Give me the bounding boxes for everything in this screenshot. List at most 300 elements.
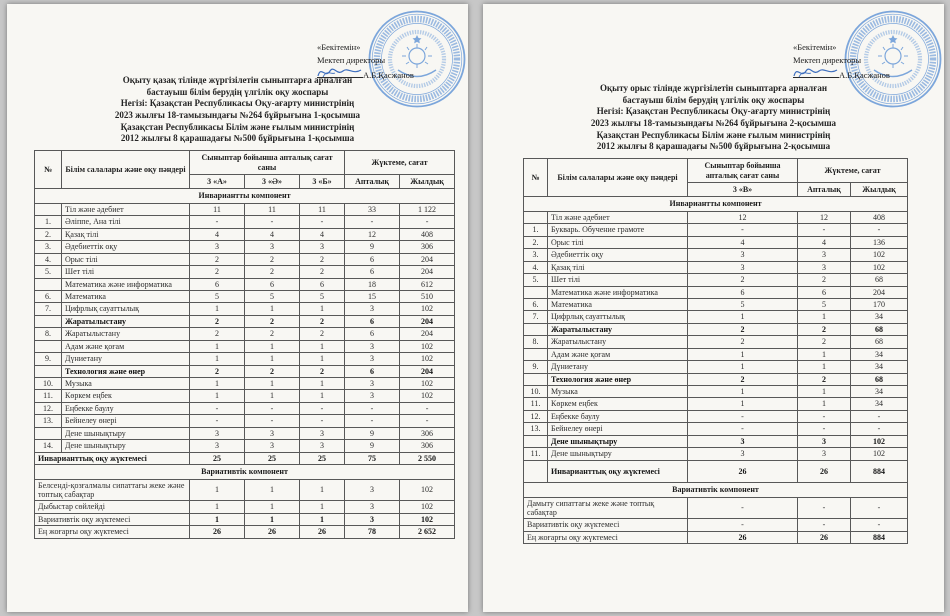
table-row [35,278,455,290]
hour-value: 2 [798,373,851,385]
col-subject-header: Білім салалары және оқу пәндері [62,151,190,189]
hour-value: 510 [400,290,455,302]
subject-name: Қазақ тілі [62,228,190,240]
subject-name: Орыс тілі [62,253,190,265]
row-number [524,435,548,447]
hour-value: 3 [688,261,798,273]
row-number: 12. [524,410,548,422]
hour-value: 12 [688,211,798,223]
hour-value: 3 [688,249,798,261]
table-row [524,460,908,482]
title-line: Негізі: Қазақстан Республикасы Оқу-ағарту министрінің [596,106,831,117]
row-number [35,365,62,377]
table-row [524,311,908,323]
row-label: Дамыту сипаттағы жеке және топтық сабақтар [524,497,688,519]
hour-value: 3 [345,479,400,501]
hour-value: 1 [798,361,851,373]
hour-value: - [798,224,851,236]
row-number: 6. [524,298,548,310]
table-body [35,189,455,538]
hour-value: 2 [798,323,851,335]
section-row [524,197,908,211]
hour-value: 3 [798,448,851,460]
signature-icon [315,61,373,83]
col-subject-header: Білім салалары және оқу пәндері [548,159,688,197]
hour-value: 26 [798,531,851,543]
hour-value: 3 [245,241,300,253]
hour-value: 408 [851,211,908,223]
hour-value: - [688,423,798,435]
hour-value: 1 [190,501,245,513]
hour-value: 4 [190,228,245,240]
signer-name: А.Б.Қасжанов [839,70,890,81]
table-row [35,427,455,439]
row-number: 4. [35,253,62,265]
hour-value: 1 [688,386,798,398]
hour-value: 306 [400,241,455,253]
hour-value: - [300,402,345,414]
hour-value: - [798,497,851,519]
subject-name: Дене шынықтыру [62,440,190,452]
table-body [524,197,908,544]
hour-value: 34 [851,398,908,410]
row-number: 7. [524,311,548,323]
hour-value: - [300,216,345,228]
hour-value: 1 [245,390,300,402]
hour-value: 4 [798,236,851,248]
hour-value: 9 [345,427,400,439]
hour-value: 12 [345,228,400,240]
hour-value: 2 [688,274,798,286]
row-number: 13. [35,415,62,427]
hour-value: 78 [345,526,400,538]
hour-value: 2 [300,328,345,340]
row-number: 11. [35,390,62,402]
hour-value: 33 [345,203,400,215]
table-row [35,415,455,427]
section-label: Инвариантты компонент [524,197,908,211]
hour-value: 1 [245,353,300,365]
subject-name: Адам және қоғам [62,340,190,352]
table-row [35,266,455,278]
col-load-header: Жүктеме, сағат [798,159,908,183]
table-row [524,423,908,435]
row-label: Вариативтік оқу жүктемесі [35,513,190,525]
section-label: Вариативтік компонент [35,465,455,479]
hour-value: 75 [345,452,400,464]
row-number [524,211,548,223]
table-row [35,328,455,340]
row-number: 8. [35,328,62,340]
section-label: Инвариантты компонент [35,189,455,203]
hour-value: - [688,519,798,531]
subject-name: Математика [62,290,190,302]
row-number [35,203,62,215]
hour-value: 1 [190,353,245,365]
table-row [524,348,908,360]
hour-value: 6 [345,315,400,327]
row-number: 5. [35,266,62,278]
hour-value: - [400,415,455,427]
table-row [35,290,455,302]
table-row [35,440,455,452]
hour-value: 26 [300,526,345,538]
hour-value: 3 [345,501,400,513]
hour-value: 2 [688,323,798,335]
hour-value: 25 [245,452,300,464]
signature-line [793,69,890,82]
hour-value: - [400,216,455,228]
row-number: 6. [35,290,62,302]
table-row [524,224,908,236]
title-line: 2012 жылғы 8 қарашадағы №500 бұйрығына 1-қосымша [120,133,355,144]
hour-value: - [688,224,798,236]
table-row [524,274,908,286]
row-label: Инварианттық оқу жүктемесі [35,452,190,464]
table-row [35,365,455,377]
hour-value: 3 [345,390,400,402]
section-label: Вариативтік компонент [524,483,908,497]
subject-name: Тіл және әдебиет [548,211,688,223]
subject-name: Цифрлық сауаттылық [548,311,688,323]
title-line: Қазақстан Республикасы Білім және ғылым министрінің [596,129,831,140]
hour-value: 11 [300,203,345,215]
hour-value: 3 [300,427,345,439]
row-label: Ең жоғарғы оқу жүктемесі [524,531,688,543]
subject-name: Шет тілі [62,266,190,278]
hour-value: 5 [688,298,798,310]
subject-name: Қазақ тілі [548,261,688,273]
hour-value: 204 [400,315,455,327]
subject-name: Жаратылыстану [548,336,688,348]
curriculum-table [34,150,455,539]
hour-value: 34 [851,348,908,360]
hour-value: 204 [400,365,455,377]
hour-value: 2 [688,373,798,385]
hour-value: 34 [851,311,908,323]
subject-name: Дүниетану [62,353,190,365]
hour-value: 68 [851,373,908,385]
hour-value: 3 [798,261,851,273]
hour-value: 9 [345,440,400,452]
hour-value: 1 [300,501,345,513]
hour-value: 68 [851,336,908,348]
table-row [524,211,908,223]
hour-value: 1 [245,303,300,315]
subject-name: Дене шынықтыру [62,427,190,439]
approve-label: «Бекітемін» [793,42,837,52]
hour-value: 3 [300,241,345,253]
hour-value: 9 [345,241,400,253]
hour-value: 3 [190,427,245,439]
row-number: 11. [524,448,548,460]
row-label: Вариативтік оқу жүктемесі [524,519,688,531]
table-row [524,531,908,543]
hour-value: 6 [300,278,345,290]
hour-value: 2 [688,336,798,348]
subject-name: Жаратылыстану [62,315,190,327]
hour-value: 68 [851,323,908,335]
row-number: 7. [35,303,62,315]
hour-value: 6 [190,278,245,290]
subject-name: Тіл және әдебиет [62,203,190,215]
hour-value: - [851,497,908,519]
table-row [35,228,455,240]
table-head [524,159,908,197]
hour-value: 3 [190,241,245,253]
hour-value: 1 122 [400,203,455,215]
hour-value: 204 [400,253,455,265]
subject-name: Музыка [62,378,190,390]
subject-name: Дене шынықтыру [548,435,688,447]
subject-name: Жаратылыстану [548,323,688,335]
subject-name: Дене шынықтыру [548,448,688,460]
table-row [35,390,455,402]
hour-value: 102 [400,353,455,365]
hour-value: 1 [798,386,851,398]
hour-value: 306 [400,440,455,452]
hour-value: 4 [300,228,345,240]
class-column-header: 3 «В» [688,183,798,197]
hour-value: 2 [300,365,345,377]
row-number [35,278,62,290]
hour-value: 25 [300,452,345,464]
hour-value: 68 [851,274,908,286]
hour-value: 884 [851,460,908,482]
document-page-russian-classes[interactable] [483,4,944,612]
document-page-kazakh-classes[interactable] [7,4,468,612]
hour-value: 1 [245,378,300,390]
hour-value: 1 [300,378,345,390]
hour-value: - [851,410,908,422]
hour-value: - [245,402,300,414]
subject-name: Еңбекке баулу [548,410,688,422]
table-row [524,249,908,261]
row-number: 9. [35,353,62,365]
subject-name: Әдебиеттік оқу [548,249,688,261]
subject-name: Бейнелеу өнері [548,423,688,435]
table-row [524,373,908,385]
hour-value: 102 [400,390,455,402]
table-row [35,253,455,265]
col-no-header: № [524,159,548,197]
director-role-label: Мектеп директоры [793,55,862,66]
hour-value: 6 [798,286,851,298]
hour-value: 102 [400,513,455,525]
table-row [524,435,908,447]
hour-value: 1 [190,513,245,525]
row-number: 1. [524,224,548,236]
table-row [35,378,455,390]
hour-value: 3 [245,427,300,439]
table-row [524,497,908,519]
hour-value: 2 [245,266,300,278]
section-row [35,465,455,479]
hour-value: 1 [688,398,798,410]
row-label: Белсенді-қозғалмалы сипаттағы жеке және топтық сабақтар [35,479,190,501]
row-number: 4. [524,261,548,273]
table-row [35,315,455,327]
row-number: 10. [35,378,62,390]
hour-value: 102 [400,479,455,501]
table-row [524,286,908,298]
hour-value: 3 [688,435,798,447]
hour-value: 1 [190,390,245,402]
title-line: Оқыту қазақ тілінде жүргізілетін сыныптарға арналған [122,75,353,85]
hour-value: - [300,415,345,427]
subject-name: Еңбекке баулу [62,402,190,414]
table-row [35,479,455,501]
hour-value: 204 [851,286,908,298]
hour-value: - [190,402,245,414]
subject-name: Инварианттық оқу жүктемесі [548,460,688,482]
hour-value: 102 [400,501,455,513]
row-number: 2. [524,236,548,248]
hour-value: 1 [300,513,345,525]
subject-name: Әліппе, Ана тілі [62,216,190,228]
hour-value: 1 [190,479,245,501]
hour-value: 4 [245,228,300,240]
hour-value: 1 [300,390,345,402]
hour-value: 102 [851,261,908,273]
hour-value: 2 [245,328,300,340]
hour-value: 3 [688,448,798,460]
table-row [35,340,455,352]
subject-name: Орыс тілі [548,236,688,248]
approve-label: «Бекітемін» [317,42,361,52]
hour-value: 6 [688,286,798,298]
hour-value: - [345,216,400,228]
row-number: 11. [524,398,548,410]
hour-value: 2 [300,315,345,327]
row-label: Ең жоғарғы оқу жүктемесі [35,526,190,538]
subject-name: Көркем еңбек [548,398,688,410]
header-row [524,159,908,183]
hour-value: 1 [300,479,345,501]
row-label: Дыбыстар сөйлейді [35,501,190,513]
subject-name: Бейнелеу өнері [62,415,190,427]
hour-value: 1 [245,501,300,513]
hour-value: - [798,519,851,531]
title-line: 2012 жылғы 8 қарашадағы №500 бұйрығына 2-қосымша [596,141,831,152]
hour-value: 6 [345,365,400,377]
hour-value: 1 [688,361,798,373]
load-column-header: Апталық [345,175,400,189]
col-classes-header: Сыныптар бойынша апталық сағат саны [190,151,345,175]
table-head [35,151,455,189]
hour-value: 3 [345,303,400,315]
hour-value: 1 [798,348,851,360]
subject-name: Дүниетану [548,361,688,373]
hour-value: 102 [851,448,908,460]
hour-value: - [688,497,798,519]
table-row [524,410,908,422]
table-row [35,501,455,513]
hour-value: 2 550 [400,452,455,464]
table-row [524,298,908,310]
hour-value: 1 [688,311,798,323]
hour-value: 136 [851,236,908,248]
hour-value: - [798,410,851,422]
header-row [35,151,455,175]
table-row [524,519,908,531]
table-row [35,402,455,414]
hour-value: 3 [345,353,400,365]
hour-value: 15 [345,290,400,302]
hour-value: 884 [851,531,908,543]
table-row [35,526,455,538]
hour-value: - [400,402,455,414]
row-number: 9. [524,361,548,373]
title-line: бастауыш білім берудің үлгілік оқу жоспары [146,86,329,97]
table-row [524,323,908,335]
signer-name: А.Б.Қасжанов [363,70,414,81]
director-role-label: Мектеп директоры [317,55,386,66]
table-row [524,398,908,410]
hour-value: 5 [245,290,300,302]
hour-value: 1 [190,378,245,390]
hour-value: 2 [245,365,300,377]
hour-value: - [798,423,851,435]
hour-value: 2 [300,266,345,278]
hour-value: 2 [190,365,245,377]
hour-value: 1 [245,513,300,525]
hour-value: 3 [245,440,300,452]
hour-value: 612 [400,278,455,290]
hour-value: - [345,402,400,414]
table-row [524,361,908,373]
hour-value: 1 [300,353,345,365]
hour-value: 5 [798,298,851,310]
hour-value: 1 [245,340,300,352]
hour-value: - [245,216,300,228]
hour-value: 26 [688,531,798,543]
subject-name: Технология және өнер [548,373,688,385]
row-number [35,427,62,439]
hour-value: 102 [400,378,455,390]
table-row [524,386,908,398]
hour-value: 2 [190,315,245,327]
subject-name: Әдебиеттік оқу [62,241,190,253]
table-row [35,303,455,315]
row-number: 10. [524,386,548,398]
hour-value: 3 [300,440,345,452]
subject-name: Шет тілі [548,274,688,286]
row-number [35,340,62,352]
hour-value: 3 [798,435,851,447]
hour-value: - [245,415,300,427]
row-number: 5. [524,274,548,286]
hour-value: 11 [190,203,245,215]
row-number: 14. [35,440,62,452]
hour-value: 11 [245,203,300,215]
row-number [524,286,548,298]
hour-value: 26 [798,460,851,482]
table-row [524,261,908,273]
hour-value: 1 [245,479,300,501]
hour-value: 6 [345,253,400,265]
load-column-header: Апталық [798,183,851,197]
hour-value: 25 [190,452,245,464]
hour-value: 102 [851,249,908,261]
col-no-header: № [35,151,62,189]
section-row [35,189,455,203]
approval-stamp [303,9,468,117]
col-load-header: Жүктеме, сағат [345,151,455,175]
hour-value: 26 [190,526,245,538]
subject-name: Математика [548,298,688,310]
hour-value: 1 [190,303,245,315]
